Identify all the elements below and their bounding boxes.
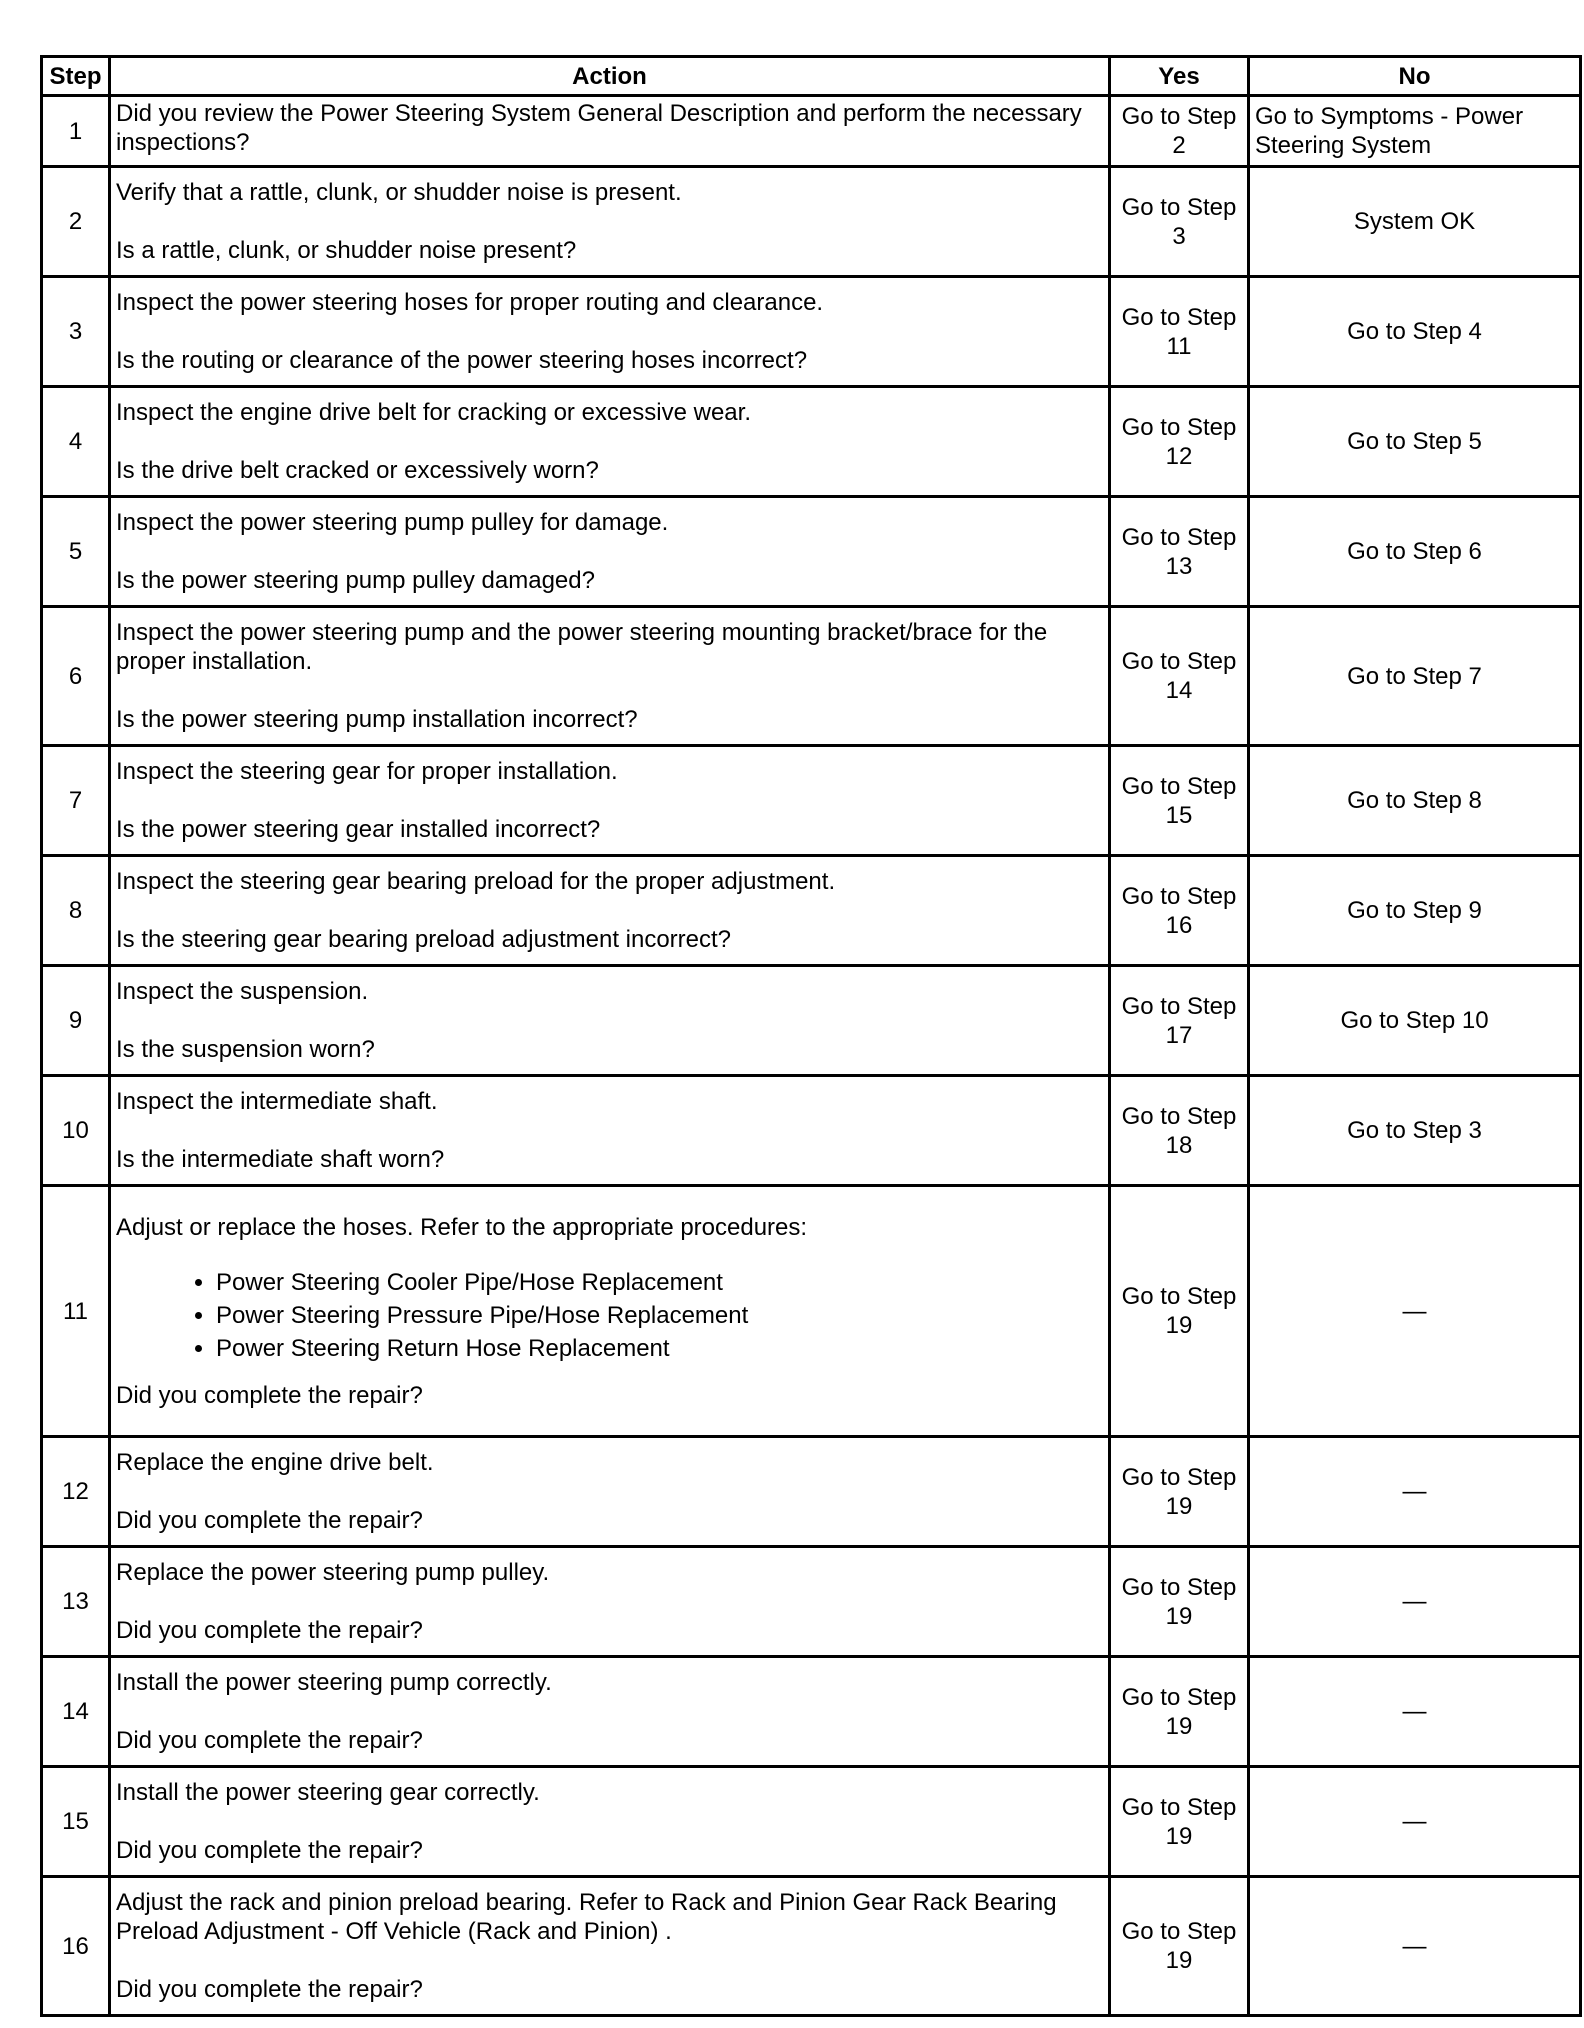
table-row: [42, 1186, 1581, 1437]
action-instruction: Inspect the power steering hoses for proper routing and clearance.: [116, 289, 824, 316]
no-result: Go to Step 3: [1249, 1076, 1581, 1186]
action-question: Did you complete the repair?: [116, 1837, 423, 1864]
spacer: [116, 1006, 1103, 1035]
action-question: Is the power steering pump pulley damaged?: [116, 567, 595, 594]
spacer: [116, 676, 1103, 705]
table-row: [42, 1437, 1581, 1547]
spacer: [116, 427, 1103, 456]
procedure-item: • Power Steering Cooler Pipe/Hose Replacement: [216, 1266, 1103, 1299]
action-instruction: Adjust the rack and pinion preload bearing. Refer to Rack and Pinion Gear Rack Bearing Preload Adjustment - Off Vehicle (Rack and Pinion) .: [116, 1889, 1057, 1945]
action-cell: [110, 387, 1110, 497]
action-cell: [110, 1547, 1110, 1657]
yes-result: Go to Step 19: [1110, 1657, 1249, 1767]
action-instruction: Inspect the steering gear bearing preload for the proper adjustment.: [116, 868, 836, 895]
page: [40, 55, 1582, 2017]
action-question: Did you complete the repair?: [116, 1976, 423, 2003]
header-row: [42, 57, 1581, 96]
table-row: [42, 167, 1581, 277]
action-cell: [110, 167, 1110, 277]
step-number: 2: [42, 167, 110, 277]
spacer: [116, 537, 1103, 566]
yes-result: Go to Step 17: [1110, 966, 1249, 1076]
spacer: [116, 1807, 1103, 1836]
step-number: 8: [42, 856, 110, 966]
spacer: [116, 786, 1103, 815]
no-result-none: —: [1249, 1767, 1581, 1877]
procedure-item: • Power Steering Return Hose Replacement: [216, 1332, 1103, 1365]
no-result: Go to Step 8: [1249, 746, 1581, 856]
action-question: Is a rattle, clunk, or shudder noise present?: [116, 237, 577, 264]
action-cell: [110, 96, 1110, 167]
action-cell: [110, 746, 1110, 856]
no-result-none: —: [1249, 1547, 1581, 1657]
no-result: Go to Step 7: [1249, 607, 1581, 746]
no-result: System OK: [1249, 167, 1581, 277]
spacer: [116, 1587, 1103, 1616]
yes-result: Go to Step 18: [1110, 1076, 1249, 1186]
yes-result: Go to Step 19: [1110, 1767, 1249, 1877]
step-number: 12: [42, 1437, 110, 1547]
no-result: Go to Step 6: [1249, 497, 1581, 607]
step-number: 14: [42, 1657, 110, 1767]
no-result-none: —: [1249, 1657, 1581, 1767]
action-cell: [110, 1877, 1110, 2016]
table-row: [42, 1657, 1581, 1767]
action-question: Did you complete the repair?: [116, 1727, 423, 1754]
yes-result: Go to Step 3: [1110, 167, 1249, 277]
step-number: 9: [42, 966, 110, 1076]
action-question: Is the power steering pump installation incorrect?: [116, 706, 638, 733]
no-result: Go to Step 5: [1249, 387, 1581, 497]
action-instruction: Replace the engine drive belt.: [116, 1449, 434, 1476]
action-instruction: Inspect the power steering pump pulley for damage.: [116, 509, 669, 536]
action-cell: [110, 277, 1110, 387]
spacer: [116, 896, 1103, 925]
yes-result: Go to Step 19: [1110, 1877, 1249, 2016]
header-action: Action: [110, 57, 1110, 96]
no-result-none: —: [1249, 1877, 1581, 2016]
table-row: [42, 746, 1581, 856]
table-row: [42, 387, 1581, 497]
spacer: [116, 1116, 1103, 1145]
diagnostic-table: [40, 55, 1582, 2017]
action-instruction: Replace the power steering pump pulley.: [116, 1559, 550, 1586]
yes-result: Go to Step 13: [1110, 497, 1249, 607]
yes-result: Go to Step 11: [1110, 277, 1249, 387]
action-cell: [110, 497, 1110, 607]
action-question: Is the power steering gear installed incorrect?: [116, 816, 601, 843]
action-question: Did you complete the repair?: [116, 1381, 423, 1409]
header-step: Step: [42, 57, 110, 96]
yes-result: Go to Step 19: [1110, 1547, 1249, 1657]
action-instruction: Inspect the engine drive belt for cracking or excessive wear.: [116, 399, 751, 426]
table-row: [42, 607, 1581, 746]
no-result-none: —: [1249, 1186, 1581, 1437]
yes-result: Go to Step 15: [1110, 746, 1249, 856]
action-cell: [110, 1186, 1110, 1437]
step-number: 3: [42, 277, 110, 387]
action-cell: [110, 856, 1110, 966]
action-question: Is the routing or clearance of the power steering hoses incorrect?: [116, 347, 808, 374]
spacer: [116, 317, 1103, 346]
procedure-item: • Power Steering Pressure Pipe/Hose Replacement: [216, 1299, 1103, 1332]
action-question: Did you complete the repair?: [116, 1617, 423, 1644]
no-result: Go to Step 9: [1249, 856, 1581, 966]
yes-result: Go to Step 16: [1110, 856, 1249, 966]
table-row: [42, 856, 1581, 966]
table-row: [42, 1547, 1581, 1657]
yes-result: Go to Step 12: [1110, 387, 1249, 497]
table-row: [42, 96, 1581, 167]
action-instruction: Inspect the power steering pump and the power steering mounting bracket/brace for the proper installation.: [116, 619, 1048, 675]
procedure-list: [116, 1266, 1103, 1365]
step-number: 16: [42, 1877, 110, 2016]
table-row: [42, 497, 1581, 607]
no-result: Go to Step 4: [1249, 277, 1581, 387]
table-row: [42, 1076, 1581, 1186]
header-yes: Yes: [1110, 57, 1249, 96]
yes-result: Go to Step 14: [1110, 607, 1249, 746]
action-cell: [110, 1657, 1110, 1767]
action-question: Is the intermediate shaft worn?: [116, 1146, 445, 1173]
action-cell: [110, 1076, 1110, 1186]
header-no: No: [1249, 57, 1581, 96]
action-question: Is the drive belt cracked or excessively worn?: [116, 457, 599, 484]
action-instruction: Adjust or replace the hoses. Refer to the appropriate procedures:: [116, 1213, 808, 1241]
action-question: Is the suspension worn?: [116, 1036, 375, 1063]
step-number: 15: [42, 1767, 110, 1877]
action-instruction: Install the power steering gear correctly.: [116, 1779, 540, 1806]
step-number: 11: [42, 1186, 110, 1437]
step-number: 6: [42, 607, 110, 746]
step-number: 5: [42, 497, 110, 607]
action-instruction: Install the power steering pump correctly.: [116, 1669, 552, 1696]
action-cell: [110, 607, 1110, 746]
action-instruction: Did you review the Power Steering System General Description and perform the necessary inspections?: [116, 100, 1082, 156]
yes-result: Go to Step 19: [1110, 1437, 1249, 1547]
spacer: [116, 1946, 1103, 1975]
action-instruction: Inspect the steering gear for proper installation.: [116, 758, 618, 785]
table-row: [42, 966, 1581, 1076]
action-cell: [110, 966, 1110, 1076]
no-result: Go to Step 10: [1249, 966, 1581, 1076]
action-cell: [110, 1437, 1110, 1547]
action-question: Did you complete the repair?: [116, 1507, 423, 1534]
table-row: [42, 1877, 1581, 2016]
table-row: [42, 277, 1581, 387]
action-cell: [110, 1767, 1110, 1877]
spacer: [116, 1477, 1103, 1506]
action-question: Is the steering gear bearing preload adjustment incorrect?: [116, 926, 732, 953]
step-number: 10: [42, 1076, 110, 1186]
spacer: [116, 1697, 1103, 1726]
step-number: 7: [42, 746, 110, 856]
step-number: 13: [42, 1547, 110, 1657]
step-number: 1: [42, 96, 110, 167]
no-result: Go to Symptoms - Power Steering System: [1249, 96, 1581, 167]
table-body: [42, 96, 1581, 2016]
action-instruction: Inspect the suspension.: [116, 978, 369, 1005]
spacer: [116, 207, 1103, 236]
action-instruction: Inspect the intermediate shaft.: [116, 1088, 438, 1115]
table-row: [42, 1767, 1581, 1877]
step-number: 4: [42, 387, 110, 497]
yes-result: Go to Step 19: [1110, 1186, 1249, 1437]
no-result-none: —: [1249, 1437, 1581, 1547]
yes-result: Go to Step 2: [1110, 96, 1249, 167]
action-instruction: Verify that a rattle, clunk, or shudder noise is present.: [116, 179, 682, 206]
